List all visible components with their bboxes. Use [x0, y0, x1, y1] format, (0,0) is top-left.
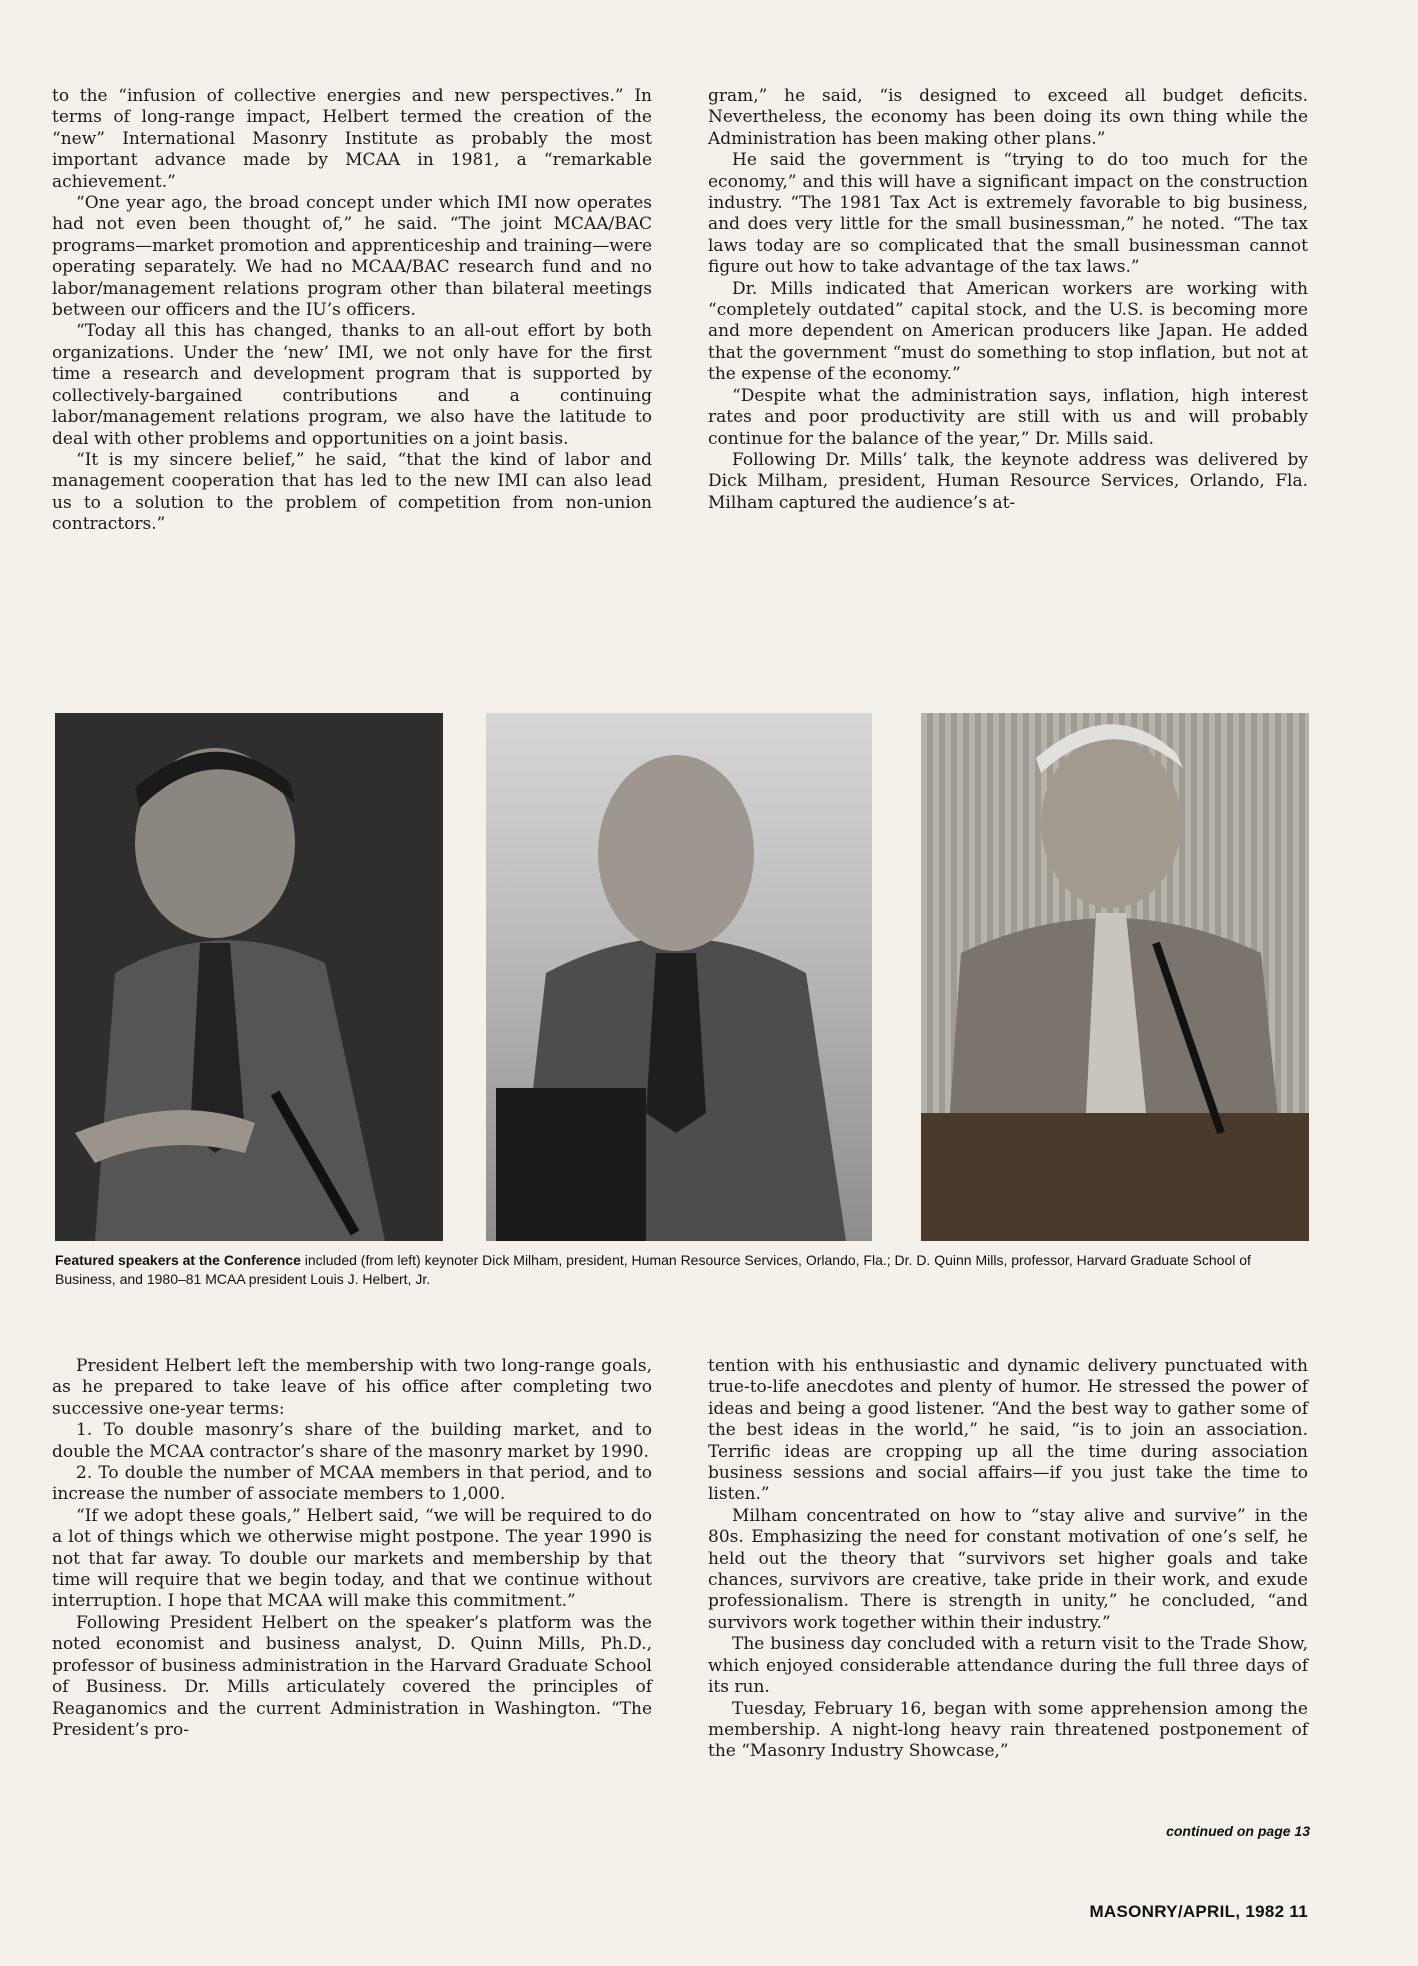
article-column-bottom-left — [52, 1356, 652, 1741]
caption-lead: Featured speakers at the Conference — [55, 1252, 301, 1268]
photo-speaker-milham — [55, 713, 443, 1241]
paragraph: Following President Helbert on the speaker’s platform was the noted economist and business analyst, D. Quinn Mills, Ph.D., professor of business administration in the Harvard Graduate School of Business. Dr. Mills articulately covered the principles of Reaganomics and the current Administration in Washington. “The President’s pro- — [52, 1612, 652, 1740]
paragraph: Dr. Mills indicated that American workers are working with “completely outdated” capital stock, and the U.S. is becoming more and more dependent on American producers like Japan. He added that the government “must do something to stop inflation, but not at the expense of the economy.” — [708, 278, 1308, 385]
caption-text: included (from left) keynoter Dick Milham, president, Human Resource Services, Orlando, Fla.; Dr. D. Quinn Mills, professor, Harvard Graduate School of Business, and 1980–81 MCAA president Louis J. Helbert, Jr. — [55, 1252, 1251, 1287]
paragraph: gram,” he said, “is designed to exceed all budget deficits. Nevertheless, the economy has been doing its own thing while the Administration has been making other plans.” — [708, 86, 1308, 149]
paragraph: Milham concentrated on how to “stay alive and survive” in the 80s. Emphasizing the need for constant motivation of one’s self, he held out the theory that “survivors set higher goals and take chances, survivors are creative, take pride in their work, and exude professionalism. There is strength in unity,” he concluded, “and survivors work together within their industry.” — [708, 1505, 1308, 1633]
paragraph: “It is my sincere belief,” he said, “that the kind of labor and management cooperation that has led to the new IMI can also lead us to a solution to the problem of competition from non-union contractors.” — [52, 449, 652, 535]
article-column-top-right — [708, 86, 1308, 514]
paragraph: tention with his enthusiastic and dynamic delivery punctuated with true-to-life anecdotes and plenty of humor. He stressed the power of ideas and being a good listener. “And the best way to gather some of the best ideas in the world,” he said, “is to join an association. Terrific ideas are cropping up all the time during association business sessions and social affairs—if you just take the time to listen.” — [708, 1356, 1308, 1505]
paragraph: “Despite what the administration says, inflation, high interest rates and poor productivity are still with us and will probably continue for the balance of the year,” Dr. Mills said. — [708, 385, 1308, 449]
photo-caption — [55, 1251, 1315, 1289]
paragraph: to the “infusion of collective energies and new perspectives.” In terms of long-range impact, Helbert termed the creation of the “new” International Masonry Institute as probably the most important advance made by MCAA in 1981, a “remarkable achievement.” — [52, 86, 652, 192]
paragraph: “One year ago, the broad concept under which IMI now operates had not even been thought of,” he said. “The joint MCAA/BAC programs—market promotion and apprenticeship and training—were operating separately. We had no MCAA/BAC research fund and no labor/management relations program other than bilateral meetings between our officers and the IU’s officers. — [52, 193, 652, 321]
paragraph: Tuesday, February 16, began with some apprehension among the membership. A night-long heavy rain threatened postponement of the “Masonry Industry Showcase,” — [708, 1698, 1308, 1762]
paragraph: President Helbert left the membership with two long-range goals, as he prepared to take leave of his office after completing two successive one-year terms: — [52, 1356, 652, 1419]
continued-note: continued on page 13 — [1166, 1823, 1310, 1839]
page-footer: MASONRY/APRIL, 1982 11 — [1089, 1902, 1308, 1921]
paragraph: “Today all this has changed, thanks to an all-out effort by both organizations. Under the ‘new’ IMI, we not only have for the first time a research and development program that is supported by collectively-bargained contributions and a continuing labor/management relations program, we also have the latitude to deal with other problems and opportunities on a joint basis. — [52, 321, 652, 449]
paragraph: The business day concluded with a return visit to the Trade Show, which enjoyed considerable attendance during the full three days of its run. — [708, 1634, 1308, 1698]
paragraph: Following Dr. Mills’ talk, the keynote address was delivered by Dick Milham, president, Human Resource Services, Orlando, Fla. Milham captured the audience’s at- — [708, 449, 1308, 513]
paragraph: He said the government is “trying to do too much for the economy,” and this will have a significant impact on the construction industry. “The 1981 Tax Act is extremely favorable to big business, and does very little for the small businessman,” he noted. “The tax laws today are so complicated that the small businessman cannot figure out how to take advantage of the tax laws.” — [708, 150, 1308, 278]
photo-speaker-mills — [486, 713, 872, 1241]
paragraph: 1. To double masonry’s share of the building market, and to double the MCAA contractor’s share of the masonry market by 1990. — [52, 1420, 652, 1462]
article-column-top-left — [52, 86, 652, 536]
paragraph: “If we adopt these goals,” Helbert said, “we will be required to do a lot of things which we otherwise might postpone. The year 1990 is not that far away. To double our markets and membership by that time will require that we begin today, and that we continue without interruption. I hope that MCAA will make this commitment.” — [52, 1505, 652, 1612]
article-column-bottom-right — [708, 1356, 1308, 1763]
photo-speaker-helbert — [921, 713, 1309, 1241]
paragraph: 2. To double the number of MCAA members in that period, and to increase the number of associate members to 1,000. — [52, 1463, 652, 1505]
